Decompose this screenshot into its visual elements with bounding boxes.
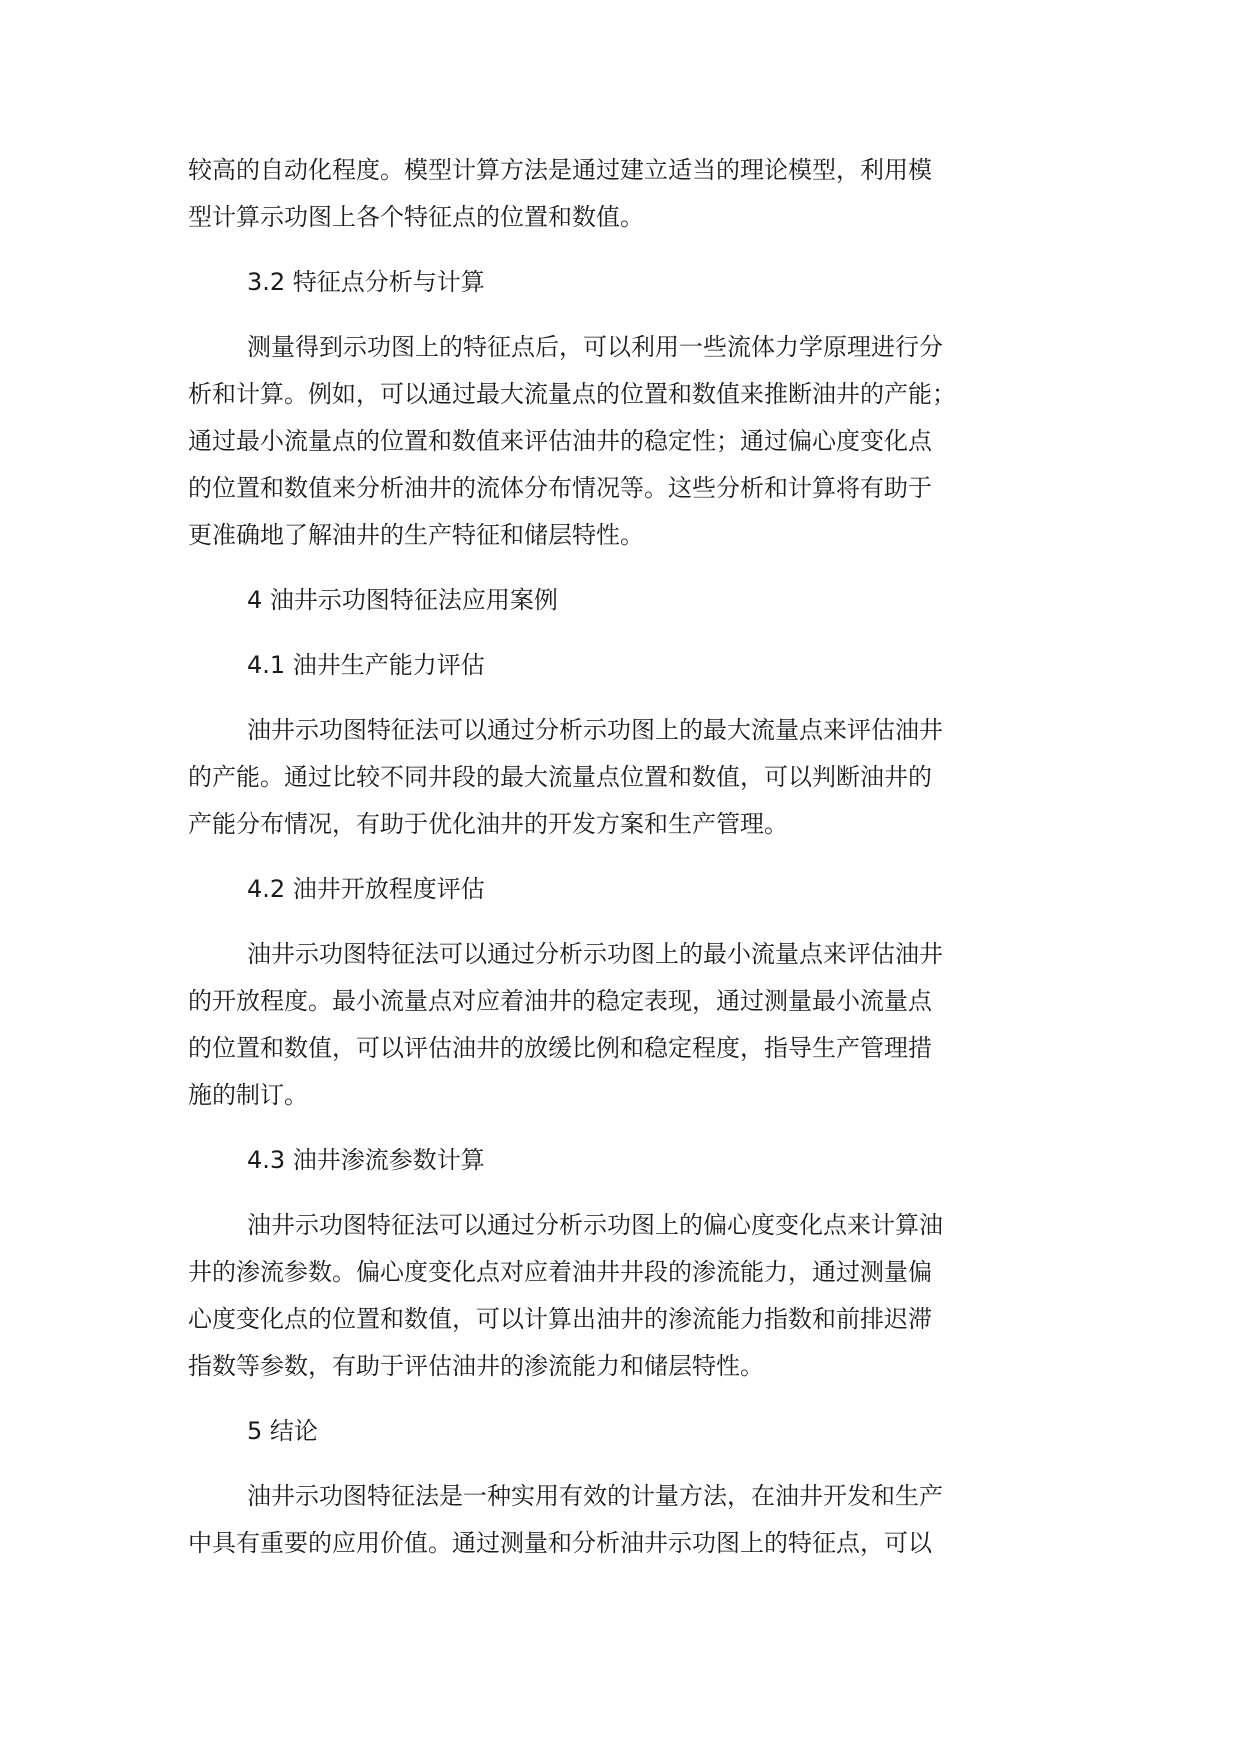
text-line: 型计算示功图上各个特征点的位置和数值。 — [188, 203, 644, 231]
text-line: 井的渗流参数。偏心度变化点对应着油井井段的渗流能力，通过测量偏 — [188, 1258, 932, 1286]
text-line: 测量得到示功图上的特征点后，可以利用一些流体力学原理进行分 — [247, 333, 943, 361]
paragraph — [188, 147, 1083, 241]
text-line: 油井示功图特征法可以通过分析示功图上的最大流量点来评估油井 — [247, 716, 943, 744]
paragraph — [188, 931, 1083, 1119]
text-line: 通过最小流量点的位置和数值来评估油井的稳定性；通过偏心度变化点 — [188, 427, 932, 455]
paragraph — [188, 707, 1083, 848]
document-page — [188, 147, 1083, 1567]
section-heading-4-1: 4.1 油井生产能力评估 — [247, 651, 485, 679]
text-line: 的开放程度。最小流量点对应着油井的稳定表现，通过测量最小流量点 — [188, 987, 932, 1015]
section-heading-3-2: 3.2 特征点分析与计算 — [247, 268, 485, 296]
text-line: 析和计算。例如，可以通过最大流量点的位置和数值来推断油井的产能； — [188, 380, 956, 408]
section-heading-4-3: 4.3 油井渗流参数计算 — [247, 1146, 485, 1174]
text-line: 心度变化点的位置和数值，可以计算出油井的渗流能力指数和前排迟滞 — [188, 1305, 932, 1333]
text-line: 中具有重要的应用价值。通过测量和分析油井示功图上的特征点，可以 — [188, 1529, 932, 1557]
text-line: 的位置和数值来分析油井的流体分布情况等。这些分析和计算将有助于 — [188, 474, 932, 502]
text-line: 油井示功图特征法可以通过分析示功图上的最小流量点来评估油井 — [247, 940, 943, 968]
text-line: 油井示功图特征法可以通过分析示功图上的偏心度变化点来计算油 — [247, 1211, 943, 1239]
paragraph — [188, 1473, 1083, 1567]
paragraph — [188, 1202, 1083, 1390]
text-line: 指数等参数，有助于评估油井的渗流能力和储层特性。 — [188, 1352, 764, 1380]
text-line: 较高的自动化程度。模型计算方法是通过建立适当的理论模型，利用模 — [188, 156, 932, 184]
text-line: 施的制订。 — [188, 1081, 308, 1109]
text-line: 更准确地了解油井的生产特征和储层特性。 — [188, 521, 644, 549]
section-heading-5: 5 结论 — [247, 1417, 318, 1445]
paragraph — [188, 324, 1083, 559]
text-line: 的位置和数值，可以评估油井的放缓比例和稳定程度，指导生产管理措 — [188, 1034, 932, 1062]
section-heading-4-2: 4.2 油井开放程度评估 — [247, 875, 485, 903]
text-line: 产能分布情况，有助于优化油井的开发方案和生产管理。 — [188, 810, 788, 838]
section-heading-4: 4 油井示功图特征法应用案例 — [247, 586, 558, 614]
text-line: 的产能。通过比较不同井段的最大流量点位置和数值，可以判断油井的 — [188, 763, 932, 791]
text-line: 油井示功图特征法是一种实用有效的计量方法，在油井开发和生产 — [247, 1482, 943, 1510]
